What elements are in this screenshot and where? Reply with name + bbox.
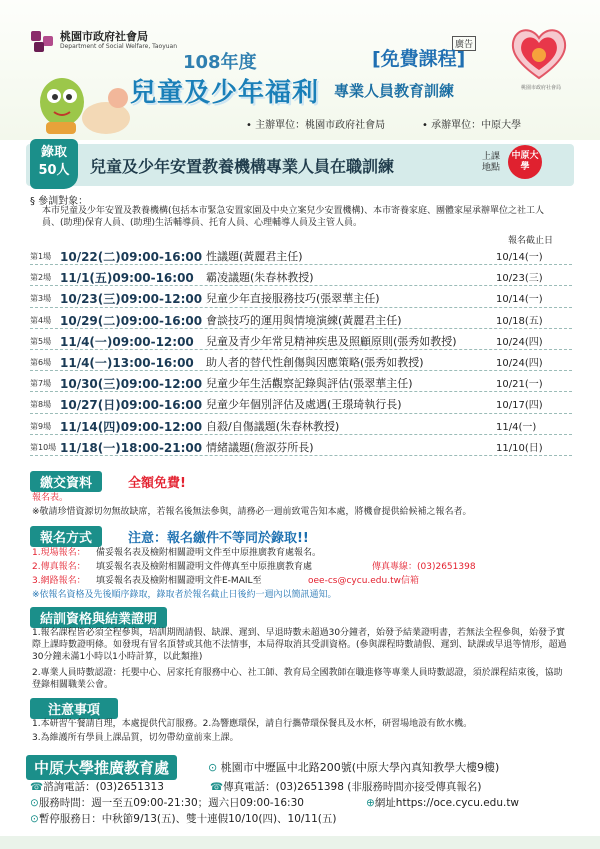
session-deadline: 10/24(四) <box>496 336 543 348</box>
session-deadline: 10/14(一) <box>496 252 543 263</box>
session-datetime: 10/22(二)09:00-16:00 <box>60 250 203 264</box>
session-number: 第6場 <box>30 357 52 367</box>
session-deadline: 10/24(四) <box>496 357 543 369</box>
session-number: 第4場 <box>30 315 52 325</box>
register-fax-number: 傳真專線：(03)2651398 <box>372 562 476 572</box>
session-topic: 兒童及青少年常見精神疾患及照顧原則(張秀如教授) <box>206 334 457 348</box>
footer-closed-days <box>30 811 337 826</box>
fee-absence-notice: ※敬請珍惜資源切勿無故缺席，若報名後無法參與，請務必一週前致電告知本處，將機會提供給候補之報名者。 <box>32 507 472 517</box>
session-number: 第2場 <box>30 273 52 283</box>
session-deadline: 10/21(一) <box>496 379 543 391</box>
organizer-unit: • 承辦單位：中原大學 <box>422 120 522 131</box>
session-deadline: 11/4(一) <box>496 421 537 433</box>
course-title: 兒童及少年安置教養機構專業人員在職訓練 <box>90 157 395 176</box>
session-datetime: 10/27(日)09:00-16:00 <box>60 398 203 413</box>
heart-emblem-caption: 桃園市政府社會局 <box>520 85 561 91</box>
session-deadline: 10/14(一) <box>496 294 543 306</box>
register-notice: 注意：報名繳件不等同於錄取!! <box>128 531 309 546</box>
footer-address-text: 桃園市中壢區中北路200號(中原大學內真知教學大樓9樓) <box>220 761 500 774</box>
session-topic: 兒童少年生活觀察記錄與評估(張翠華主任) <box>206 377 413 391</box>
session-number: 第10場 <box>30 442 57 452</box>
session-row <box>30 435 572 456</box>
heart-emblem-icon <box>508 22 570 84</box>
session-topic: 兒童少年個別評估及處遇(王璟琦執行長) <box>206 398 402 412</box>
footer-phone-text: 諮詢電話：(03)2651313 <box>43 781 164 793</box>
org-name-en: Department of Social Welfare, Taoyuan <box>60 43 178 50</box>
session-datetime: 10/29(二)09:00-16:00 <box>60 313 203 328</box>
admission-badge-count: 50人 <box>38 163 70 178</box>
register-section-header: 報名方式 <box>30 526 102 547</box>
session-row <box>30 371 572 392</box>
session-datetime: 11/14(四)09:00-12:00 <box>60 419 203 434</box>
phone-icon: ☎ <box>30 781 44 793</box>
session-datetime: 10/30(三)09:00-12:00 <box>60 377 203 392</box>
register-onsite-key: 1.現場報名： <box>32 548 86 558</box>
session-topic: 性議題(黃麗君主任) <box>206 250 303 263</box>
certificate-rule-1: 1.報名課程皆必須全程參與，培訓期間請假、缺課、遲到、早退時數未超過30分鐘者，始發予結業證明書，若無法全程參與，始發予實際上課時數證明條。如發現有冒名頂替或其他不法情事，本局得取消其受訓資格。(參與課程時數請假、遲到、缺課或早退等情形，超過30分鐘未滿1小時以1小時計算，以此類推) <box>32 628 567 662</box>
free-course-tag: [免費課程] <box>372 48 466 70</box>
audience-description: 本市兒童及少年安置及教養機構(包括本市緊急安置家園及中央立案兒少安置機構)、本市寄養家庭、團體家屋承辦單位之社工人員、(助理)保育人員、(助理)生活輔導員、托育人員、心理輔導人員及主管人員。 <box>42 206 545 228</box>
venue-badge: 中原大學 <box>508 145 542 179</box>
certificate-section-header: 結訓資格與結業證明 <box>30 607 167 628</box>
register-online-text: 填妥報名表及檢附相關證明文件E-MAIL至 <box>96 576 262 586</box>
footer-hours <box>30 795 304 810</box>
calendar-icon: ⊙ <box>30 813 39 825</box>
program-title: 兒童及少年福利 <box>130 78 320 108</box>
session-deadline: 10/18(五) <box>496 315 543 327</box>
footer-address <box>208 759 499 775</box>
certificate-rule-2: 2.專業人員時數認證：托嬰中心、居家托育服務中心、社工師、教育局全國教師在職進修等專業人員時數認證，須於課程結束後，協助登錄相關職業公會。 <box>32 668 563 690</box>
session-number: 第3場 <box>30 294 52 304</box>
globe-icon: ⊕ <box>366 797 375 809</box>
register-fax-key: 2.傳真報名： <box>32 562 86 572</box>
footer-website-text[interactable]: 網址https://oce.cycu.edu.tw <box>374 797 520 809</box>
footer-website[interactable] <box>366 795 519 810</box>
venue-label: 上課地點 <box>482 152 501 173</box>
register-online-key: 3.網路報名： <box>32 576 86 586</box>
bottom-decor-bar <box>0 836 600 849</box>
session-deadline: 10/23(三) <box>496 273 543 285</box>
register-email[interactable]: oee-cs@cycu.edu.tw信箱 <box>308 576 419 586</box>
session-deadline: 11/10(日) <box>496 442 543 454</box>
session-row <box>30 350 572 371</box>
session-row <box>30 286 572 307</box>
footer-phone <box>30 779 164 794</box>
note-no-children: 3.為維護所有學員上課品質，切勿帶幼童前來上課。 <box>32 733 239 743</box>
session-topic: 助人者的替代性創傷與因應策略(張秀如教授) <box>206 355 424 369</box>
program-year: 108年度 <box>183 52 257 73</box>
session-number: 第8場 <box>30 400 52 410</box>
note-lunch-environment: 1.本研習午餐請自理，本處提供代訂服務。2.為響應環保，請自行攜帶環保餐具及水杯，研習場地設有飲水機。 <box>32 719 473 729</box>
deadline-column-header: 報名截止日 <box>508 236 554 246</box>
location-pin-icon: ⊙ <box>208 761 218 774</box>
social-welfare-logo-icon <box>30 28 56 54</box>
host-unit: • 主辦單位：桃園市政府社會局 <box>246 120 386 131</box>
program-subtitle: 專業人員教育訓練 <box>334 82 455 100</box>
ad-label: 廣告 <box>452 36 476 51</box>
session-list <box>30 244 572 456</box>
session-datetime: 10/23(三)09:00-12:00 <box>60 292 203 307</box>
mascot-illustration-icon <box>28 58 138 138</box>
audience-title: § 參訓對象： <box>30 196 89 207</box>
org-name-zh: 桃園市政府社會局 <box>60 30 148 43</box>
session-topic: 兒童少年直接服務技巧(張翠華主任) <box>206 292 380 306</box>
session-datetime: 11/1(五)09:00-16:00 <box>60 271 194 286</box>
footer-fax <box>210 779 481 794</box>
session-datetime: 11/18(一)18:00-21:00 <box>60 440 203 455</box>
session-topic: 情緒議題(詹淑芬所長) <box>206 440 314 454</box>
footer-fax-text: 傳真電話：(03)2651398 (非服務時間亦接受傳真報名) <box>223 781 482 793</box>
session-row <box>30 329 572 350</box>
session-row <box>30 265 572 286</box>
register-selection-note: ※依報名資格及先後順序錄取，錄取者於報名截止日後約一週內以簡訊通知。 <box>32 590 337 600</box>
fax-icon: ☎ <box>210 781 224 793</box>
session-row <box>30 244 572 265</box>
footer-closed-text: 暫停服務日：中秋節9/13(五)、雙十連假10/10(四)、10/11(五) <box>38 813 337 825</box>
session-row <box>30 308 572 329</box>
footer-hours-text: 服務時間：週一至五09:00-21:30；週六日09:00-16:30 <box>38 797 304 809</box>
session-number: 第1場 <box>30 252 52 261</box>
session-topic: 霸凌議題(朱春林教授) <box>206 271 314 285</box>
fee-section-header: 繳交資料 <box>30 471 102 492</box>
admission-badge <box>30 139 78 189</box>
admission-badge-label: 錄取 <box>40 145 67 160</box>
notes-section-header: 注意事項 <box>30 698 118 719</box>
session-datetime: 11/4(一)09:00-12:00 <box>60 334 194 349</box>
session-row <box>30 414 572 435</box>
register-fax-text: 填妥報名表及檢附相關證明文件傳真至中原推廣教育處 <box>96 562 313 572</box>
clock-icon: ⊙ <box>30 797 39 809</box>
footer-org-title: 中原大學推廣教育處 <box>26 755 177 780</box>
session-deadline: 10/17(四) <box>496 400 543 412</box>
session-number: 第9場 <box>30 421 52 431</box>
session-topic: 會談技巧的運用與情境演練(黃麗君主任) <box>206 313 402 327</box>
fee-free-notice: 全額免費! <box>128 476 186 491</box>
session-number: 第5場 <box>30 336 52 346</box>
session-row <box>30 392 572 413</box>
session-datetime: 11/4(一)13:00-16:00 <box>60 355 194 370</box>
fee-required-docs: 報名表。 <box>32 493 69 503</box>
session-number: 第7場 <box>30 379 52 389</box>
session-topic: 自殺/自傷議題(朱春林教授) <box>206 419 340 433</box>
register-onsite-text: 備妥報名表及檢附相關證明文件至中原推廣教育處報名。 <box>96 548 322 558</box>
